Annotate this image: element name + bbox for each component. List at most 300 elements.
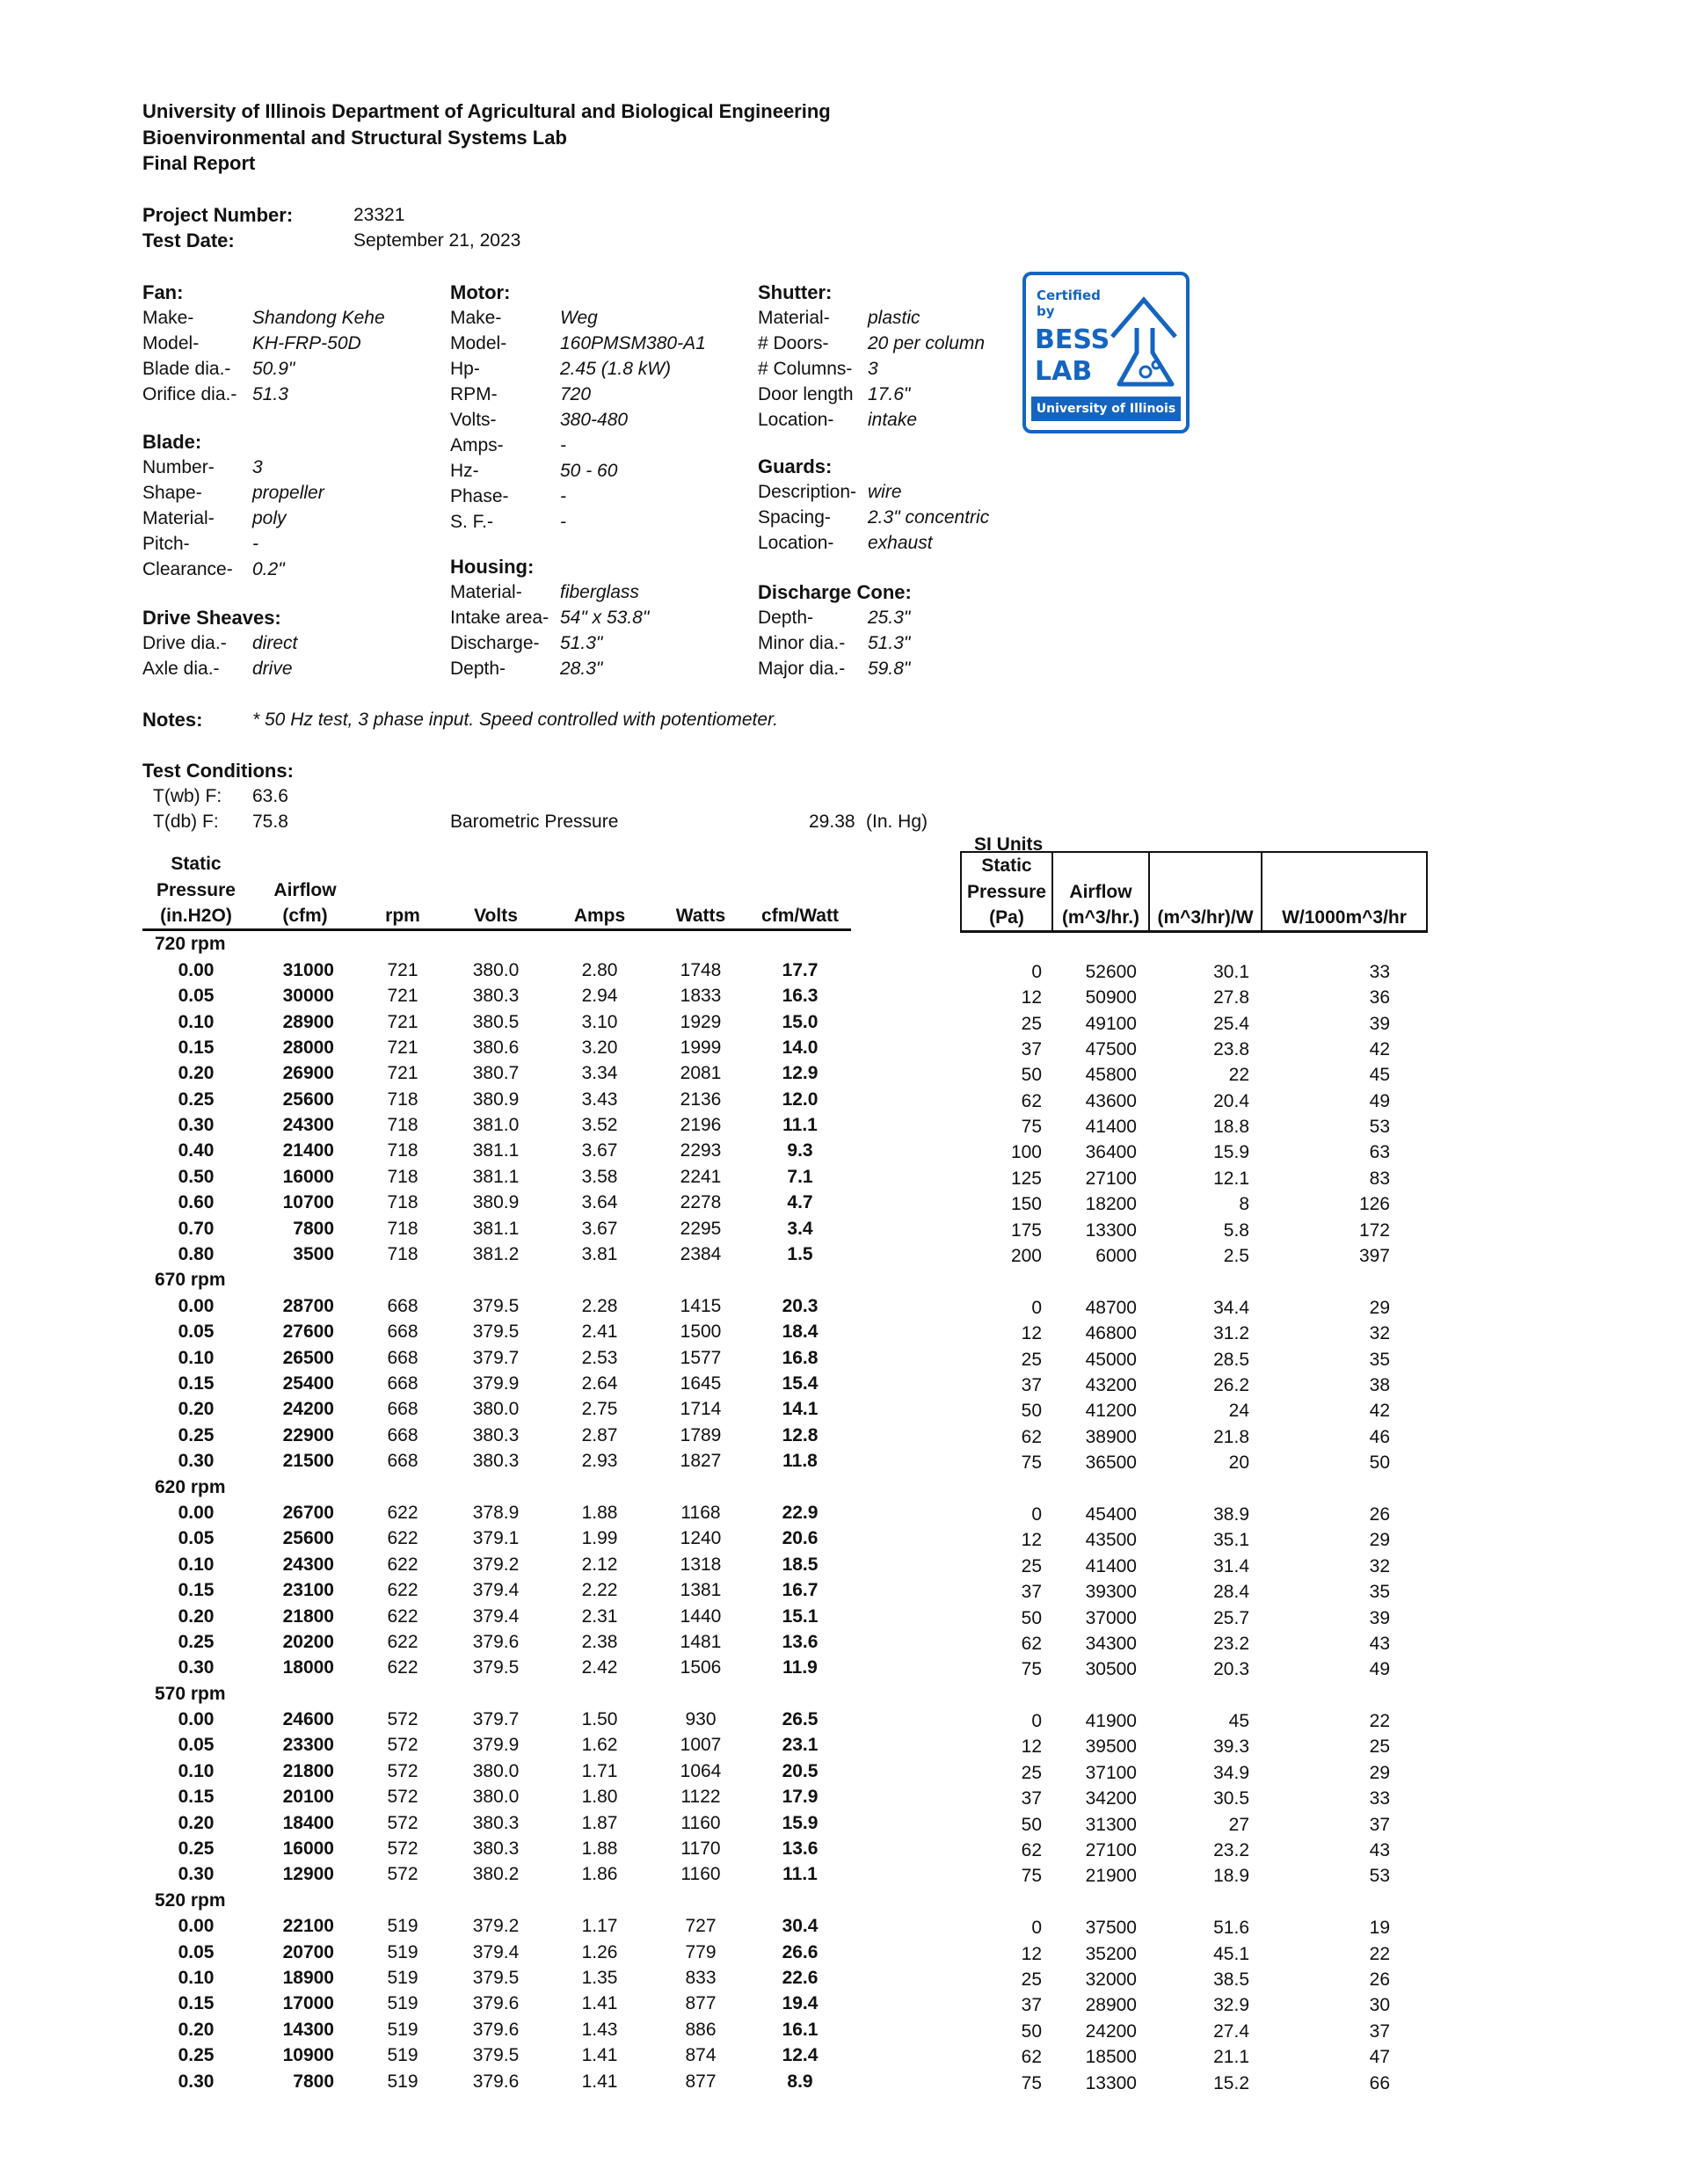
table-row bbox=[142, 1344, 851, 1370]
airflow-cfm-cell: 18900 bbox=[282, 1967, 334, 1988]
si-airflow-cell: 37000 bbox=[1085, 1607, 1137, 1628]
guards-row bbox=[758, 479, 902, 505]
barometric-pressure-label: Barometric Pressure bbox=[450, 812, 619, 832]
shutter-row bbox=[758, 331, 986, 356]
rpm-cell: 622 bbox=[387, 1580, 418, 1601]
volts-cell: 381.1 bbox=[472, 1218, 520, 1239]
amps-cell: 2.75 bbox=[581, 1399, 618, 1420]
volts-cell: 380.0 bbox=[472, 1760, 520, 1781]
amps-cell: 1.41 bbox=[581, 1993, 618, 2014]
si-pressure-pa-cell: 0 bbox=[1031, 961, 1042, 982]
table-row bbox=[142, 1215, 851, 1241]
logo-certified-text bbox=[1037, 288, 1101, 319]
volts-cell: 380.3 bbox=[472, 1838, 520, 1860]
si-pressure-pa-cell: 0 bbox=[1031, 1297, 1042, 1318]
static-pressure-cell: 0.10 bbox=[178, 1967, 215, 1988]
rpm-cell: 622 bbox=[387, 1631, 418, 1652]
airflow-cfm-cell: 27600 bbox=[282, 1321, 334, 1343]
static-pressure-cell: 0.20 bbox=[178, 1605, 215, 1627]
si-efficiency-cell: 27.8 bbox=[1213, 987, 1249, 1008]
col-header-volts: Volts bbox=[445, 903, 547, 930]
rpm-group-row bbox=[142, 930, 851, 957]
airflow-cfm-cell: 16000 bbox=[282, 1838, 334, 1860]
table-row bbox=[142, 1603, 851, 1628]
table-row bbox=[142, 1732, 851, 1758]
volts-cell: 378.9 bbox=[472, 1502, 520, 1523]
table-row bbox=[142, 983, 851, 1008]
flask-house-icon bbox=[1107, 295, 1182, 391]
rpm-cell: 718 bbox=[387, 1218, 418, 1239]
watts-cell: 2293 bbox=[680, 1140, 722, 1161]
si-spacer-row bbox=[961, 1475, 1427, 1501]
si-table-row bbox=[961, 1967, 1427, 1992]
motor-row-label: Volts- bbox=[450, 410, 497, 430]
col-header-pressure: Pressure bbox=[156, 879, 236, 900]
amps-cell: 2.87 bbox=[581, 1424, 618, 1445]
si-w-per-1000m3-cell: 43 bbox=[1369, 1633, 1390, 1654]
table-row bbox=[142, 1655, 851, 1680]
cfm-per-watt-cell: 22.6 bbox=[782, 1967, 819, 1988]
cone-row-value: 25.3" bbox=[868, 608, 911, 628]
volts-cell: 380.0 bbox=[472, 1787, 520, 1808]
si-airflow-cell: 13300 bbox=[1085, 1219, 1137, 1241]
airflow-cfm-cell: 23100 bbox=[282, 1580, 334, 1601]
rpm-group-label: 620 rpm bbox=[155, 1476, 226, 1497]
si-pressure-pa-cell: 50 bbox=[1021, 1607, 1042, 1628]
si-w-per-1000m3-cell: 49 bbox=[1369, 1659, 1390, 1680]
si-table-row bbox=[961, 1838, 1427, 1863]
watts-cell: 2241 bbox=[680, 1166, 722, 1187]
fan-row bbox=[142, 356, 295, 382]
static-pressure-cell: 0.20 bbox=[178, 1063, 215, 1084]
report-title-university: University of Illinois Department of Agricultural and Biological Engineering bbox=[142, 100, 831, 122]
blade-row bbox=[142, 506, 287, 531]
si-table-row bbox=[961, 1139, 1427, 1165]
rpm-cell: 572 bbox=[387, 1812, 418, 1833]
si-efficiency-cell: 25.4 bbox=[1213, 1013, 1249, 1034]
rpm-cell: 718 bbox=[387, 1088, 418, 1110]
table-row bbox=[142, 1138, 851, 1163]
si-pressure-pa-cell: 75 bbox=[1021, 1866, 1042, 1887]
shutter-row-value: 17.6" bbox=[868, 384, 911, 404]
si-pressure-pa-cell: 25 bbox=[1021, 1555, 1042, 1576]
si-efficiency-cell: 25.7 bbox=[1213, 1607, 1249, 1628]
si-spacer-row bbox=[961, 1269, 1427, 1294]
rpm-cell: 718 bbox=[387, 1166, 418, 1187]
si-w-per-1000m3-cell: 32 bbox=[1369, 1323, 1390, 1344]
guards-row-label: Description- bbox=[758, 482, 857, 502]
airflow-cfm-cell: 7800 bbox=[293, 2071, 334, 2092]
si-pressure-pa-cell: 125 bbox=[1010, 1168, 1042, 1189]
si-spacer-row bbox=[961, 1889, 1427, 1915]
twb-value: 63.6 bbox=[252, 786, 288, 806]
watts-cell: 1577 bbox=[680, 1347, 722, 1368]
si-efficiency-cell: 28.5 bbox=[1213, 1349, 1249, 1370]
si-efficiency-cell: 39.3 bbox=[1213, 1736, 1249, 1758]
volts-cell: 380.3 bbox=[472, 986, 520, 1007]
report-title-final: Final Report bbox=[142, 152, 256, 174]
table-row bbox=[142, 1525, 851, 1551]
motor-row-value: - bbox=[560, 435, 566, 455]
volts-cell: 380.0 bbox=[472, 1399, 520, 1420]
col-header-watts: Watts bbox=[652, 903, 749, 930]
table-row bbox=[142, 1008, 851, 1034]
watts-cell: 1929 bbox=[680, 1011, 722, 1032]
blade-row-value: 3 bbox=[252, 457, 263, 477]
rpm-cell: 721 bbox=[387, 1037, 418, 1058]
si-w-per-1000m3-cell: 30 bbox=[1369, 1995, 1390, 2016]
guards-row-value: exhaust bbox=[868, 533, 933, 553]
airflow-cfm-cell: 25600 bbox=[282, 1528, 334, 1549]
table-row bbox=[142, 1836, 851, 1861]
watts-cell: 1160 bbox=[680, 1812, 721, 1833]
airflow-cfm-cell: 17000 bbox=[282, 1993, 334, 2014]
airflow-cfm-cell: 24600 bbox=[282, 1709, 334, 1730]
airflow-cfm-cell: 20700 bbox=[282, 1941, 334, 1962]
guards-row-value: 2.3" concentric bbox=[868, 507, 990, 528]
blade-row-label: Shape- bbox=[142, 483, 202, 503]
static-pressure-cell: 0.30 bbox=[178, 2071, 215, 2092]
airflow-cfm-cell: 16000 bbox=[282, 1166, 334, 1187]
amps-cell: 3.10 bbox=[581, 1011, 618, 1032]
amps-cell: 1.87 bbox=[581, 1812, 618, 1833]
volts-cell: 379.9 bbox=[472, 1373, 520, 1394]
drive-sheaves-block bbox=[142, 605, 298, 681]
si-efficiency-cell: 20.3 bbox=[1213, 1659, 1249, 1680]
si-airflow-cell: 31300 bbox=[1085, 1814, 1137, 1835]
blade-row-label: Clearance- bbox=[142, 559, 233, 579]
static-pressure-cell: 0.25 bbox=[178, 2045, 215, 2066]
airflow-cfm-cell: 14300 bbox=[282, 2019, 334, 2040]
si-w-per-1000m3-cell: 53 bbox=[1369, 1866, 1390, 1887]
volts-cell: 379.5 bbox=[472, 2045, 520, 2066]
guards-row-label: Spacing- bbox=[758, 507, 831, 528]
project-number: 23321 bbox=[353, 205, 405, 225]
airflow-cfm-cell: 28900 bbox=[282, 1011, 334, 1032]
cone-row-label: Minor dia.- bbox=[758, 633, 846, 653]
cfm-per-watt-cell: 14.0 bbox=[782, 1037, 819, 1058]
cfm-per-watt-cell: 11.8 bbox=[782, 1451, 818, 1472]
motor-row-label: Hz- bbox=[450, 461, 479, 481]
rpm-cell: 622 bbox=[387, 1554, 418, 1575]
si-w-per-1000m3-cell: 46 bbox=[1369, 1426, 1390, 1447]
si-efficiency-cell: 22 bbox=[1228, 1065, 1249, 1086]
motor-row bbox=[450, 331, 706, 356]
amps-cell: 1.86 bbox=[581, 1864, 618, 1885]
si-airflow-cell: 45800 bbox=[1085, 1065, 1137, 1086]
si-airflow-cell: 13300 bbox=[1085, 2072, 1137, 2093]
amps-cell: 1.43 bbox=[581, 2019, 618, 2040]
static-pressure-cell: 0.15 bbox=[178, 1787, 215, 1808]
motor-row-value: - bbox=[560, 486, 566, 506]
si-table-row bbox=[961, 1114, 1427, 1139]
amps-cell: 3.34 bbox=[581, 1063, 618, 1084]
rpm-cell: 668 bbox=[387, 1295, 418, 1316]
shutter-spec-block bbox=[758, 280, 986, 433]
si-pressure-pa-cell: 0 bbox=[1031, 1918, 1042, 1939]
si-airflow-cell: 41400 bbox=[1085, 1555, 1137, 1576]
amps-cell: 2.38 bbox=[581, 1631, 618, 1652]
si-airflow-cell: 32000 bbox=[1085, 1969, 1137, 1990]
si-table-row bbox=[961, 1037, 1427, 1062]
housing-row bbox=[450, 579, 639, 605]
fan-row-value: KH-FRP-50D bbox=[252, 333, 361, 353]
si-table-row bbox=[961, 1450, 1427, 1475]
si-efficiency-cell: 38.9 bbox=[1213, 1503, 1249, 1525]
si-pressure-pa-cell: 25 bbox=[1021, 1013, 1042, 1034]
si-col-header-pa: (Pa) bbox=[961, 905, 1052, 932]
watts-cell: 1481 bbox=[680, 1631, 722, 1652]
si-airflow-cell: 38900 bbox=[1085, 1426, 1137, 1447]
table-row bbox=[142, 1629, 851, 1655]
si-airflow-cell: 43500 bbox=[1085, 1530, 1137, 1551]
static-pressure-cell: 0.30 bbox=[178, 1451, 215, 1472]
motor-row bbox=[450, 433, 566, 458]
si-w-per-1000m3-cell: 22 bbox=[1369, 1711, 1390, 1732]
si-pressure-pa-cell: 0 bbox=[1031, 1711, 1042, 1732]
si-efficiency-cell: 2.5 bbox=[1223, 1246, 1249, 1267]
airflow-cfm-cell: 18400 bbox=[282, 1812, 334, 1833]
si-efficiency-cell: 32.9 bbox=[1213, 1995, 1249, 2016]
blade-row-value: - bbox=[252, 534, 258, 554]
si-table-row bbox=[961, 1295, 1427, 1321]
motor-row-label: RPM- bbox=[450, 384, 498, 404]
si-spacer-row bbox=[961, 932, 1427, 959]
cfm-per-watt-cell: 20.5 bbox=[782, 1760, 819, 1781]
si-col-header-m3hr: (m^3/hr.) bbox=[1052, 905, 1149, 932]
rpm-group-row bbox=[142, 1267, 851, 1292]
airflow-cfm-cell: 22900 bbox=[282, 1424, 334, 1445]
si-pressure-pa-cell: 62 bbox=[1021, 1840, 1042, 1861]
cfm-per-watt-cell: 4.7 bbox=[787, 1192, 813, 1213]
si-table-row bbox=[961, 1166, 1427, 1191]
si-efficiency-cell: 27 bbox=[1228, 1814, 1249, 1835]
si-pressure-pa-cell: 12 bbox=[1021, 1943, 1042, 1964]
rpm-cell: 721 bbox=[387, 1011, 418, 1032]
rpm-cell: 622 bbox=[387, 1657, 418, 1678]
si-pressure-pa-cell: 100 bbox=[1010, 1142, 1042, 1163]
static-pressure-cell: 0.20 bbox=[178, 1812, 215, 1833]
drive-row bbox=[142, 656, 293, 681]
drive-row-value: drive bbox=[252, 659, 293, 679]
watts-cell: 833 bbox=[685, 1967, 717, 1988]
static-pressure-cell: 0.25 bbox=[178, 1631, 215, 1652]
si-pressure-pa-cell: 75 bbox=[1021, 1117, 1042, 1138]
si-w-per-1000m3-cell: 29 bbox=[1369, 1762, 1390, 1783]
airflow-cfm-cell: 25400 bbox=[282, 1373, 334, 1394]
si-efficiency-cell: 34.9 bbox=[1213, 1762, 1249, 1783]
watts-cell: 1506 bbox=[680, 1657, 722, 1678]
amps-cell: 2.12 bbox=[581, 1554, 618, 1575]
watts-cell: 1748 bbox=[680, 959, 722, 980]
si-w-per-1000m3-cell: 37 bbox=[1369, 2020, 1390, 2042]
table-row bbox=[142, 1087, 851, 1112]
housing-spec-block bbox=[450, 554, 650, 681]
si-pressure-pa-cell: 50 bbox=[1021, 1065, 1042, 1086]
static-pressure-cell: 0.20 bbox=[178, 2019, 215, 2040]
si-efficiency-cell: 26.2 bbox=[1213, 1375, 1249, 1395]
si-airflow-cell: 34300 bbox=[1085, 1633, 1137, 1654]
si-airflow-cell: 36500 bbox=[1085, 1452, 1137, 1474]
si-efficiency-cell: 20.4 bbox=[1213, 1090, 1249, 1111]
logo-university-banner: University of Illinois bbox=[1031, 397, 1181, 421]
table-row bbox=[142, 1577, 851, 1603]
watts-cell: 2136 bbox=[680, 1088, 722, 1110]
cfm-per-watt-cell: 17.9 bbox=[782, 1787, 819, 1808]
si-table-row bbox=[961, 1321, 1427, 1346]
si-w-per-1000m3-cell: 33 bbox=[1369, 1788, 1390, 1809]
imperial-performance-table bbox=[142, 851, 851, 2094]
si-pressure-pa-cell: 50 bbox=[1021, 1401, 1042, 1422]
si-airflow-cell: 39300 bbox=[1085, 1582, 1137, 1603]
blade-row bbox=[142, 455, 263, 480]
rpm-cell: 622 bbox=[387, 1605, 418, 1627]
cfm-per-watt-cell: 3.4 bbox=[787, 1218, 813, 1239]
airflow-cfm-cell: 22100 bbox=[282, 1916, 334, 1937]
guards-row-label: Location- bbox=[758, 533, 834, 553]
si-airflow-cell: 24200 bbox=[1085, 2020, 1137, 2042]
shutter-row-label: # Doors- bbox=[758, 333, 829, 353]
amps-cell: 1.88 bbox=[581, 1838, 618, 1860]
si-airflow-cell: 45000 bbox=[1085, 1349, 1137, 1370]
si-airflow-cell: 43200 bbox=[1085, 1375, 1137, 1395]
rpm-cell: 721 bbox=[387, 986, 418, 1007]
si-airflow-cell: 52600 bbox=[1085, 961, 1137, 982]
airflow-cfm-cell: 26900 bbox=[282, 1063, 334, 1084]
amps-cell: 3.43 bbox=[581, 1088, 618, 1110]
blade-row-label: Pitch- bbox=[142, 534, 190, 554]
blade-row-label: Material- bbox=[142, 508, 215, 528]
airflow-cfm-cell: 26700 bbox=[282, 1502, 334, 1523]
static-pressure-cell: 0.10 bbox=[178, 1347, 215, 1368]
table-row bbox=[142, 1965, 851, 1991]
si-efficiency-cell: 31.2 bbox=[1213, 1323, 1249, 1344]
blade-title: Blade: bbox=[142, 431, 202, 453]
col-header-cfm-watt: cfm/Watt bbox=[749, 903, 851, 930]
si-pressure-pa-cell: 0 bbox=[1031, 1503, 1042, 1525]
amps-cell: 3.20 bbox=[581, 1037, 618, 1058]
bess-lab-certified-logo bbox=[1022, 272, 1190, 433]
static-pressure-cell: 0.05 bbox=[178, 986, 215, 1007]
drive-row-label: Axle dia.- bbox=[142, 659, 220, 679]
si-w-per-1000m3-cell: 39 bbox=[1369, 1607, 1390, 1628]
amps-cell: 2.41 bbox=[581, 1321, 618, 1343]
si-efficiency-cell: 24 bbox=[1228, 1401, 1249, 1422]
table-row bbox=[142, 1060, 851, 1086]
volts-cell: 380.0 bbox=[472, 959, 520, 980]
static-pressure-cell: 0.15 bbox=[178, 1580, 215, 1601]
table-row bbox=[142, 1939, 851, 1964]
table-row bbox=[142, 957, 851, 983]
si-efficiency-cell: 5.8 bbox=[1223, 1219, 1249, 1241]
si-airflow-cell: 35200 bbox=[1085, 1943, 1137, 1964]
si-col-header-w-per-1000m3: W/1000m^3/hr bbox=[1262, 905, 1427, 932]
amps-cell: 1.62 bbox=[581, 1735, 618, 1756]
watts-cell: 1500 bbox=[680, 1321, 722, 1343]
blade-row-value: 0.2" bbox=[252, 559, 285, 579]
airflow-cfm-cell: 21500 bbox=[282, 1451, 334, 1472]
cfm-per-watt-cell: 17.7 bbox=[782, 959, 819, 980]
si-efficiency-cell: 15.2 bbox=[1213, 2072, 1249, 2093]
si-w-per-1000m3-cell: 83 bbox=[1369, 1168, 1390, 1189]
tdb-label: T(db) F: bbox=[153, 812, 219, 832]
rpm-cell: 718 bbox=[387, 1244, 418, 1265]
cfm-per-watt-cell: 23.1 bbox=[782, 1735, 819, 1756]
table-row bbox=[142, 1552, 851, 1577]
si-spacer-cell bbox=[961, 932, 1427, 959]
si-w-per-1000m3-cell: 53 bbox=[1369, 1117, 1390, 1138]
amps-cell: 2.22 bbox=[581, 1580, 618, 1601]
table-row bbox=[142, 1758, 851, 1784]
volts-cell: 379.5 bbox=[472, 1321, 520, 1343]
watts-cell: 1999 bbox=[680, 1037, 722, 1058]
watts-cell: 2196 bbox=[680, 1115, 722, 1136]
si-efficiency-cell: 15.9 bbox=[1213, 1142, 1249, 1163]
si-w-per-1000m3-cell: 29 bbox=[1369, 1297, 1390, 1318]
si-table-row bbox=[961, 1579, 1427, 1605]
shutter-row bbox=[758, 356, 878, 382]
si-efficiency-cell: 30.1 bbox=[1213, 961, 1249, 982]
volts-cell: 379.2 bbox=[472, 1916, 520, 1937]
static-pressure-cell: 0.15 bbox=[178, 1037, 215, 1058]
housing-row bbox=[450, 630, 603, 656]
cone-row-value: 59.8" bbox=[868, 659, 911, 679]
rpm-cell: 572 bbox=[387, 1709, 418, 1730]
si-pressure-pa-cell: 50 bbox=[1021, 2020, 1042, 2042]
notes-text: * 50 Hz test, 3 phase input. Speed controlled with potentiometer. bbox=[252, 710, 779, 730]
shutter-row-value: plastic bbox=[868, 308, 920, 328]
shutter-row-label: # Columns- bbox=[758, 359, 853, 379]
motor-row bbox=[450, 484, 566, 509]
fan-row-label: Model- bbox=[142, 333, 200, 353]
si-w-per-1000m3-cell: 35 bbox=[1369, 1349, 1390, 1370]
cone-row bbox=[758, 656, 912, 681]
si-airflow-cell: 27100 bbox=[1085, 1168, 1137, 1189]
rpm-cell: 668 bbox=[387, 1321, 418, 1343]
shutter-row bbox=[758, 305, 920, 331]
table-row bbox=[142, 1707, 851, 1732]
si-w-per-1000m3-cell: 25 bbox=[1369, 1736, 1390, 1758]
si-w-per-1000m3-cell: 32 bbox=[1369, 1555, 1390, 1576]
rpm-cell: 668 bbox=[387, 1347, 418, 1368]
amps-cell: 3.64 bbox=[581, 1192, 618, 1213]
amps-cell: 2.64 bbox=[581, 1373, 618, 1394]
watts-cell: 930 bbox=[685, 1709, 717, 1730]
volts-cell: 379.9 bbox=[472, 1735, 520, 1756]
si-airflow-cell: 6000 bbox=[1095, 1246, 1137, 1267]
airflow-cfm-cell: 21800 bbox=[282, 1605, 334, 1627]
cfm-per-watt-cell: 9.3 bbox=[787, 1140, 813, 1161]
fan-row-label: Orifice dia.- bbox=[142, 384, 237, 404]
static-pressure-cell: 0.05 bbox=[178, 1528, 215, 1549]
si-w-per-1000m3-cell: 45 bbox=[1369, 1065, 1390, 1086]
static-pressure-cell: 0.00 bbox=[178, 1916, 215, 1937]
si-pressure-pa-cell: 175 bbox=[1010, 1219, 1042, 1241]
volts-cell: 379.6 bbox=[472, 1993, 520, 2014]
static-pressure-cell: 0.70 bbox=[178, 1218, 215, 1239]
si-spacer-cell bbox=[961, 1475, 1427, 1501]
si-pressure-pa-cell: 37 bbox=[1021, 1582, 1042, 1603]
cfm-per-watt-cell: 26.5 bbox=[782, 1709, 819, 1730]
static-pressure-cell: 0.30 bbox=[178, 1657, 215, 1678]
si-table-row bbox=[961, 1915, 1427, 1940]
si-w-per-1000m3-cell: 36 bbox=[1369, 987, 1390, 1008]
rpm-cell: 668 bbox=[387, 1373, 418, 1394]
airflow-cfm-cell: 20200 bbox=[282, 1631, 334, 1652]
watts-cell: 1415 bbox=[680, 1295, 722, 1316]
fan-title: Fan: bbox=[142, 281, 184, 303]
logo-by-word: by bbox=[1037, 303, 1055, 319]
